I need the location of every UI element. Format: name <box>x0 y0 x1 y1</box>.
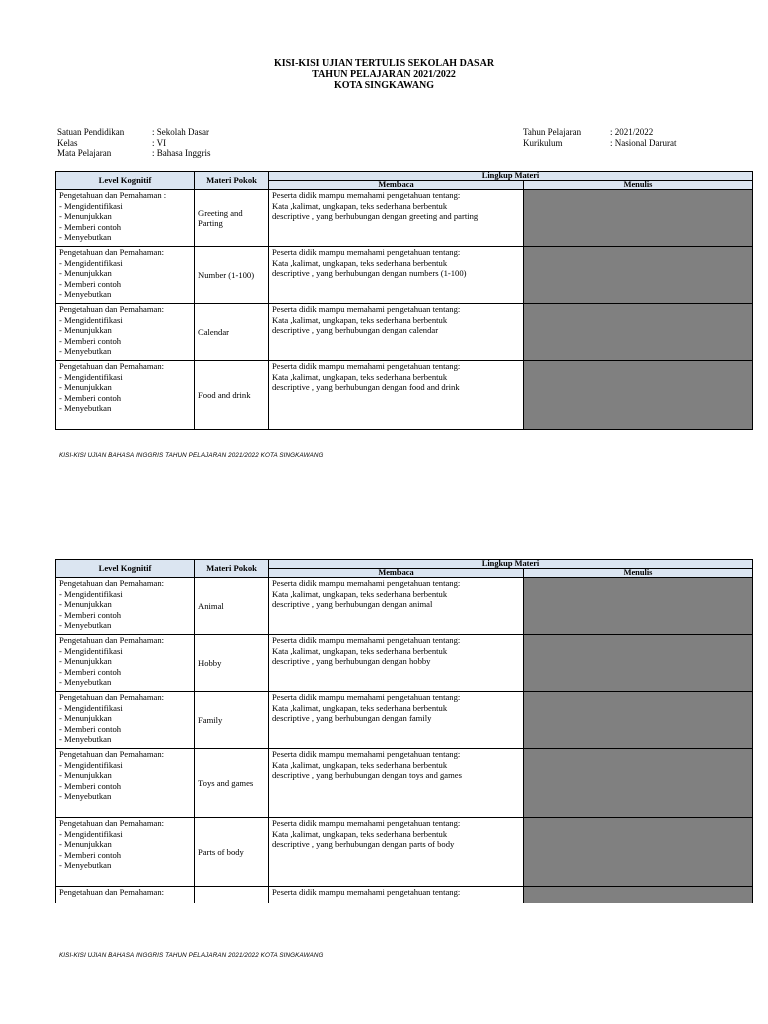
meta-label: Kelas <box>57 137 78 148</box>
table-row <box>56 635 753 692</box>
level-line: - Memberi contoh <box>59 849 122 860</box>
meta-label: Kurikulum <box>523 137 563 148</box>
lingkup-line: descriptive , yang berhubungan dengan parts of body <box>272 839 455 849</box>
menulis-cell <box>524 247 753 304</box>
membaca-cell <box>269 361 524 430</box>
lingkup-line: Kata ,kalimat, ungkapan, teks sederhana berbentuk <box>272 200 448 211</box>
level-line: Pengetahuan dan Pemahaman: <box>59 692 165 702</box>
level-line: - Menyebutkan <box>59 232 112 242</box>
lingkup-line: Kata ,kalimat, ungkapan, teks sederhana berbentuk <box>272 371 448 382</box>
table-row <box>56 692 753 749</box>
lingkup-line: Peserta didik mampu memahami pengetahuan tentang: <box>272 635 461 645</box>
menulis-cell <box>524 818 753 887</box>
materi-pokok-cell: Calendar <box>195 304 269 361</box>
membaca-cell <box>269 635 524 692</box>
table-row <box>56 578 753 635</box>
level-line: - Memberi contoh <box>59 278 122 289</box>
lingkup-line: descriptive , yang berhubungan dengan food and drink <box>272 382 460 392</box>
level-kognitif-cell <box>56 818 195 887</box>
level-line: - Menyebutkan <box>59 734 112 744</box>
menulis-cell <box>524 887 753 904</box>
lingkup-line: Kata ,kalimat, ungkapan, teks sederhana berbentuk <box>272 828 448 839</box>
membaca-cell <box>269 304 524 361</box>
level-line: - Mengidentifikasi <box>59 588 123 599</box>
level-kognitif-cell <box>56 749 195 818</box>
lingkup-line: descriptive , yang berhubungan dengan animal <box>272 599 433 609</box>
level-line: Pengetahuan dan Pemahaman: <box>59 749 165 759</box>
meta-value: : Nasional Darurat <box>610 137 677 148</box>
materi-pokok-cell <box>195 887 269 904</box>
table-row <box>56 247 753 304</box>
page-footer-2: KISI-KISI UJIAN BAHASA INGGRIS TAHUN PELAJARAN 2021/2022 KOTA SINGKAWANG <box>59 952 324 959</box>
table-row <box>56 304 753 361</box>
level-line: Pengetahuan dan Pemahaman: <box>59 247 165 257</box>
level-line: - Menunjukkan <box>59 839 112 849</box>
membaca-cell <box>269 749 524 818</box>
level-kognitif-cell <box>56 247 195 304</box>
lingkup-line: Kata ,kalimat, ungkapan, teks sederhana berbentuk <box>272 702 448 713</box>
level-line: - Memberi contoh <box>59 392 122 403</box>
lingkup-line: descriptive , yang berhubungan dengan greeting and parting <box>272 211 479 221</box>
meta-value: : 2021/2022 <box>610 127 654 137</box>
meta-value: : Bahasa Inggris <box>152 148 211 158</box>
level-kognitif-cell <box>56 361 195 430</box>
materi-pokok-cell: Food and drink <box>195 361 269 430</box>
membaca-cell <box>269 692 524 749</box>
level-line: - Memberi contoh <box>59 723 122 734</box>
membaca-cell <box>269 818 524 887</box>
meta-value: : Sekolah Dasar <box>152 127 209 137</box>
lingkup-line: descriptive , yang berhubungan dengan calendar <box>272 325 439 335</box>
lingkup-line: descriptive , yang berhubungan dengan family <box>272 713 432 723</box>
level-line: Pengetahuan dan Pemahaman: <box>59 304 165 314</box>
table-row <box>56 749 753 818</box>
meta-label: Tahun Pelajaran <box>523 127 582 137</box>
materi-pokok-cell: Animal <box>195 578 269 635</box>
level-line: - Menunjukkan <box>59 325 112 335</box>
header-materi-pokok: Materi Pokok <box>195 172 269 190</box>
menulis-cell <box>524 635 753 692</box>
level-line: - Menunjukkan <box>59 382 112 392</box>
title-line-1: KISI-KISI UJIAN TERTULIS SEKOLAH DASAR <box>273 58 495 69</box>
kisi-kisi-table-page-2 <box>55 559 753 903</box>
document-title <box>0 58 768 91</box>
membaca-cell <box>269 190 524 247</box>
menulis-cell <box>524 304 753 361</box>
level-line: - Mengidentifikasi <box>59 314 123 325</box>
lingkup-line: Peserta didik mampu memahami pengetahuan tentang: <box>272 304 461 314</box>
level-line: - Memberi contoh <box>59 780 122 791</box>
header-materi-pokok: Materi Pokok <box>195 560 269 578</box>
header-membaca: Membaca <box>269 569 524 578</box>
meta-right <box>523 127 676 148</box>
level-kognitif-cell <box>56 635 195 692</box>
title-line-2: TAHUN PELAJARAN 2021/2022 <box>312 69 456 80</box>
lingkup-line: Kata ,kalimat, ungkapan, teks sederhana berbentuk <box>272 645 448 656</box>
level-line: - Menunjukkan <box>59 713 112 723</box>
lingkup-line: Peserta didik mampu memahami pengetahuan tentang: <box>272 247 461 257</box>
membaca-cell <box>269 578 524 635</box>
lingkup-line: Kata ,kalimat, ungkapan, teks sederhana berbentuk <box>272 314 448 325</box>
level-kognitif-cell <box>56 692 195 749</box>
level-line: - Menyebutkan <box>59 791 112 801</box>
menulis-cell <box>524 578 753 635</box>
level-line: Pengetahuan dan Pemahaman: <box>59 818 165 828</box>
page-2-clip <box>55 559 755 903</box>
lingkup-line: Peserta didik mampu memahami pengetahuan tentang: <box>272 692 461 702</box>
level-line: - Mengidentifikasi <box>59 200 123 211</box>
lingkup-line: Peserta didik mampu memahami pengetahuan tentang: <box>272 578 461 588</box>
meta-left <box>57 127 211 159</box>
title-line-3: KOTA SINGKAWANG <box>333 80 435 91</box>
header-level-kognitif: Level Kognitif <box>56 560 195 578</box>
header-lingkup-materi: Lingkup Materi <box>269 560 753 569</box>
lingkup-line: Kata ,kalimat, ungkapan, teks sederhana berbentuk <box>272 759 448 770</box>
level-line: - Menunjukkan <box>59 211 112 221</box>
materi-pokok-cell: Number (1-100) <box>195 247 269 304</box>
kisi-kisi-table-page-1 <box>55 171 753 430</box>
level-line: - Mengidentifikasi <box>59 828 123 839</box>
level-line: - Menyebutkan <box>59 346 112 356</box>
level-line: Pengetahuan dan Pemahaman : <box>59 190 167 200</box>
lingkup-line: Kata ,kalimat, ungkapan, teks sederhana berbentuk <box>272 257 448 268</box>
materi-pokok-cell: Toys and games <box>195 749 269 818</box>
lingkup-line: Peserta didik mampu memahami pengetahuan tentang: <box>272 818 461 828</box>
level-line: - Menyebutkan <box>59 403 112 413</box>
level-line: - Menunjukkan <box>59 656 112 666</box>
menulis-cell <box>524 190 753 247</box>
lingkup-line: descriptive , yang berhubungan dengan hobby <box>272 656 431 666</box>
level-line: - Memberi contoh <box>59 609 122 620</box>
level-line: - Menunjukkan <box>59 268 112 278</box>
materi-pokok-cell: Hobby <box>195 635 269 692</box>
lingkup-line: Peserta didik mampu memahami pengetahuan tentang: <box>272 361 461 371</box>
level-kognitif-cell <box>56 304 195 361</box>
lingkup-line: descriptive , yang berhubungan dengan toys and games <box>272 770 462 780</box>
header-menulis: Menulis <box>524 569 753 578</box>
level-line: - Mengidentifikasi <box>59 645 123 656</box>
menulis-cell <box>524 692 753 749</box>
meta-value: : VI <box>152 137 167 148</box>
level-line: - Menyebutkan <box>59 860 112 870</box>
level-line: - Mengidentifikasi <box>59 371 123 382</box>
level-line: - Mengidentifikasi <box>59 702 123 713</box>
header-menulis: Menulis <box>524 181 753 190</box>
level-kognitif-cell <box>56 190 195 247</box>
lingkup-line: Peserta didik mampu memahami pengetahuan tentang: <box>272 190 461 200</box>
level-line: - Memberi contoh <box>59 335 122 346</box>
meta-label: Mata Pelajaran <box>57 148 112 158</box>
table-row <box>56 361 753 430</box>
header-lingkup-materi: Lingkup Materi <box>269 172 753 181</box>
lingkup-line: Kata ,kalimat, ungkapan, teks sederhana berbentuk <box>272 588 448 599</box>
level-kognitif-cell <box>56 578 195 635</box>
membaca-cell: Peserta didik mampu memahami pengetahuan tentang: <box>269 887 524 904</box>
level-line: - Menyebutkan <box>59 289 112 299</box>
level-line: - Mengidentifikasi <box>59 759 123 770</box>
level-line: - Menyebutkan <box>59 677 112 687</box>
level-line: - Menyebutkan <box>59 620 112 630</box>
level-kognitif-cell: Pengetahuan dan Pemahaman: <box>56 887 195 904</box>
level-line: Pengetahuan dan Pemahaman: <box>59 578 165 588</box>
lingkup-line: Peserta didik mampu memahami pengetahuan tentang: <box>272 749 461 759</box>
lingkup-line: descriptive , yang berhubungan dengan numbers (1-100) <box>272 268 467 278</box>
level-line: - Mengidentifikasi <box>59 257 123 268</box>
table-row-partial <box>56 887 753 904</box>
materi-pokok-cell: Greeting and Parting <box>195 190 269 247</box>
table-row <box>56 190 753 247</box>
membaca-cell <box>269 247 524 304</box>
table-row <box>56 818 753 887</box>
level-line: - Memberi contoh <box>59 221 122 232</box>
level-line: - Memberi contoh <box>59 666 122 677</box>
menulis-cell <box>524 749 753 818</box>
meta-label: Satuan Pendidikan <box>57 127 125 137</box>
page-footer-1: KISI-KISI UJIAN BAHASA INGGRIS TAHUN PELAJARAN 2021/2022 KOTA SINGKAWANG <box>59 452 324 459</box>
level-line: - Menunjukkan <box>59 770 112 780</box>
header-level-kognitif: Level Kognitif <box>56 172 195 190</box>
menulis-cell <box>524 361 753 430</box>
materi-pokok-cell: Parts of body <box>195 818 269 887</box>
level-line: Pengetahuan dan Pemahaman: <box>59 635 165 645</box>
materi-pokok-cell: Family <box>195 692 269 749</box>
level-line: - Menunjukkan <box>59 599 112 609</box>
header-membaca: Membaca <box>269 181 524 190</box>
level-line: Pengetahuan dan Pemahaman: <box>59 361 165 371</box>
